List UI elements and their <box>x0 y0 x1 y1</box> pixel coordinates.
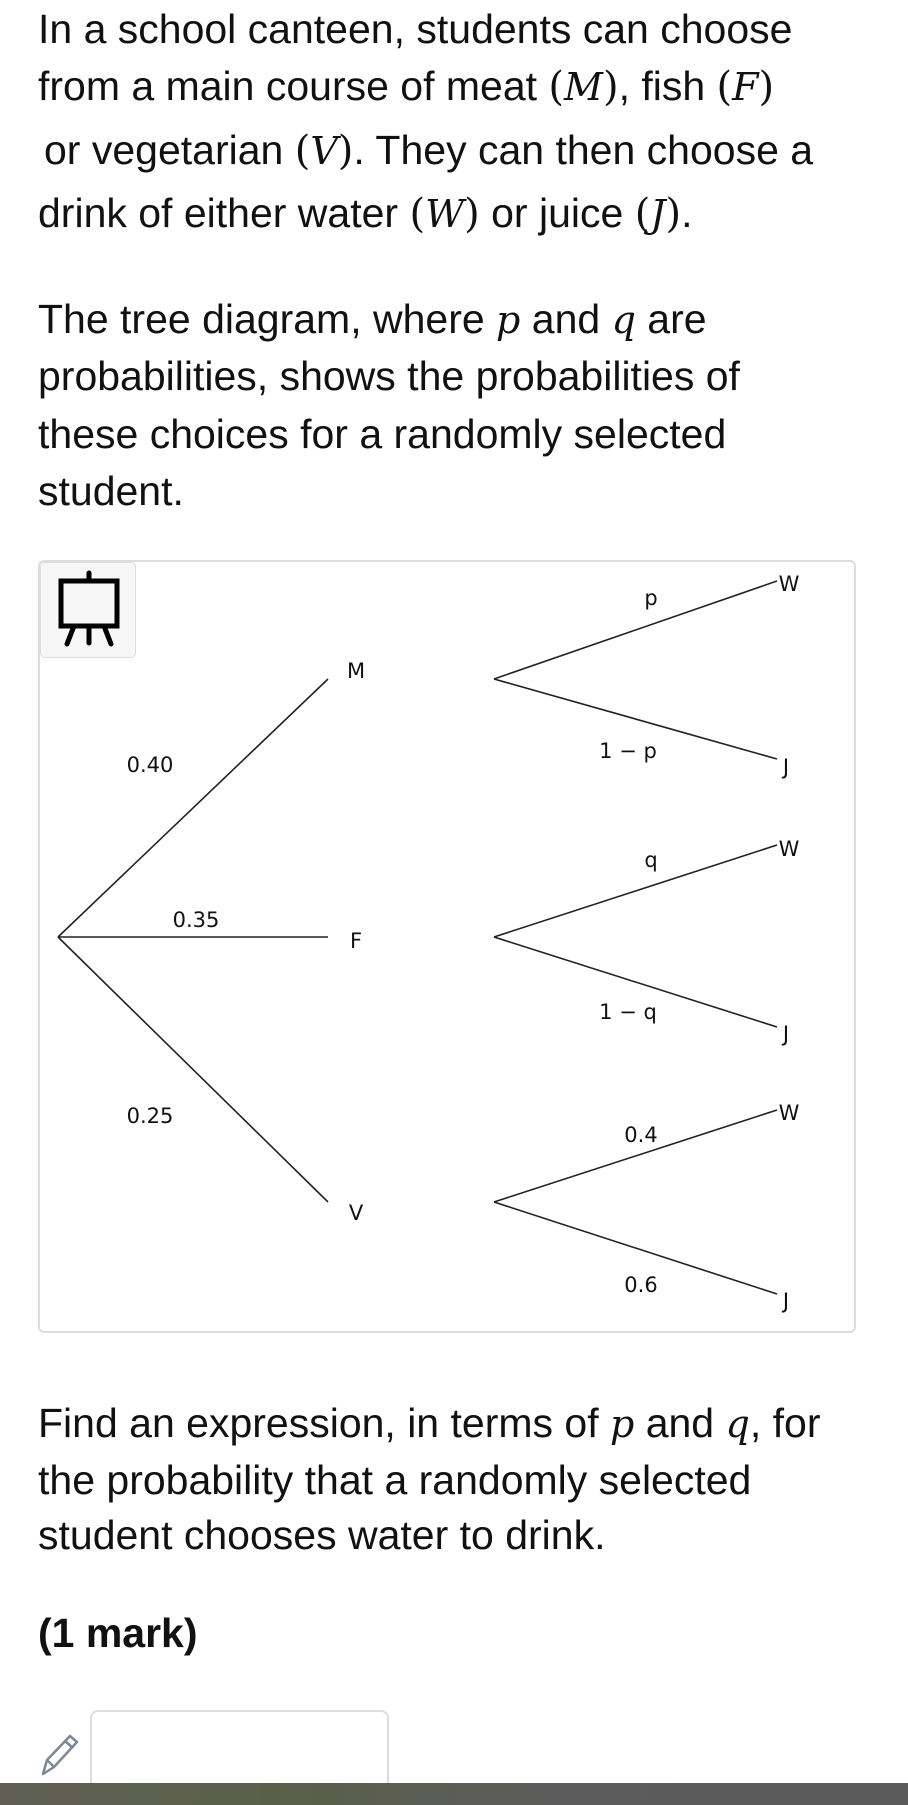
branch-m-w <box>494 581 777 679</box>
text: The tree diagram, where <box>38 296 497 342</box>
math-var: J <box>650 192 666 236</box>
intro-line: from a main course of meat (M), fish (F) <box>38 63 775 110</box>
question-line <box>38 1398 820 1449</box>
math-var: p <box>496 298 521 342</box>
node-w: W <box>778 572 800 596</box>
math-var: F <box>732 65 759 109</box>
text: . <box>681 190 693 236</box>
text: or vegetarian <box>44 127 295 173</box>
node-w: W <box>778 837 800 861</box>
text: student. <box>38 468 184 514</box>
math-var: q <box>725 1402 750 1446</box>
whiteboard-button[interactable] <box>40 562 136 658</box>
node-m: M <box>346 659 366 683</box>
math-var: p <box>609 1402 635 1446</box>
prob-f-j: 1 − q <box>599 1000 657 1024</box>
text: Find an expression, in terms of <box>38 1400 610 1446</box>
text: are <box>635 296 707 342</box>
prob-m-w: p <box>644 586 658 610</box>
intro-line: drink of either water (W) or juice (J). <box>38 190 693 237</box>
bottom-bar <box>0 1783 908 1805</box>
text: from a main course of meat <box>38 63 549 109</box>
intro-line: or vegetarian (V). They can then choose a <box>44 127 814 174</box>
prob-v-j: 0.6 <box>624 1273 658 1297</box>
prob-m: 0.40 <box>126 753 174 777</box>
prob-v: 0.25 <box>126 1104 174 1128</box>
text: drink of either water <box>38 190 410 236</box>
question-line <box>38 1510 605 1560</box>
branch-m <box>58 679 328 937</box>
text: or juice <box>479 190 635 236</box>
math-var: W <box>425 192 465 236</box>
prob-m-j: 1 − p <box>599 739 657 763</box>
node-w: W <box>778 1101 800 1125</box>
branch-v <box>58 937 328 1202</box>
text: . They can then choose a <box>353 127 814 173</box>
easel-icon <box>41 563 135 657</box>
text: student chooses water to drink. <box>38 1512 606 1558</box>
text: probabilities, shows the probabilities of <box>38 353 740 399</box>
text: these choices for a randomly selected <box>38 411 727 457</box>
prob-v-w: 0.4 <box>624 1123 658 1147</box>
text: the probability that a randomly selected <box>38 1457 752 1503</box>
branch-f-w <box>494 845 777 937</box>
prob-f-w: q <box>644 848 658 872</box>
math-var: M <box>564 65 603 109</box>
text: , fish <box>618 63 717 109</box>
text: and <box>634 1400 726 1446</box>
node-j: J <box>782 1289 790 1313</box>
node-f: F <box>349 929 363 953</box>
node-v: V <box>348 1201 364 1225</box>
pencil-icon <box>38 1730 82 1778</box>
marks-label: (1 mark) <box>38 1610 198 1656</box>
node-j: J <box>782 1022 790 1046</box>
prob-f: 0.35 <box>172 908 220 932</box>
node-j: J <box>782 755 790 779</box>
text: In a school canteen, students can choose <box>38 6 793 52</box>
math-var: V <box>310 129 338 173</box>
text: , for <box>749 1400 821 1446</box>
math-var: q <box>611 298 636 342</box>
question-line <box>38 1455 751 1505</box>
text: and <box>520 296 612 342</box>
